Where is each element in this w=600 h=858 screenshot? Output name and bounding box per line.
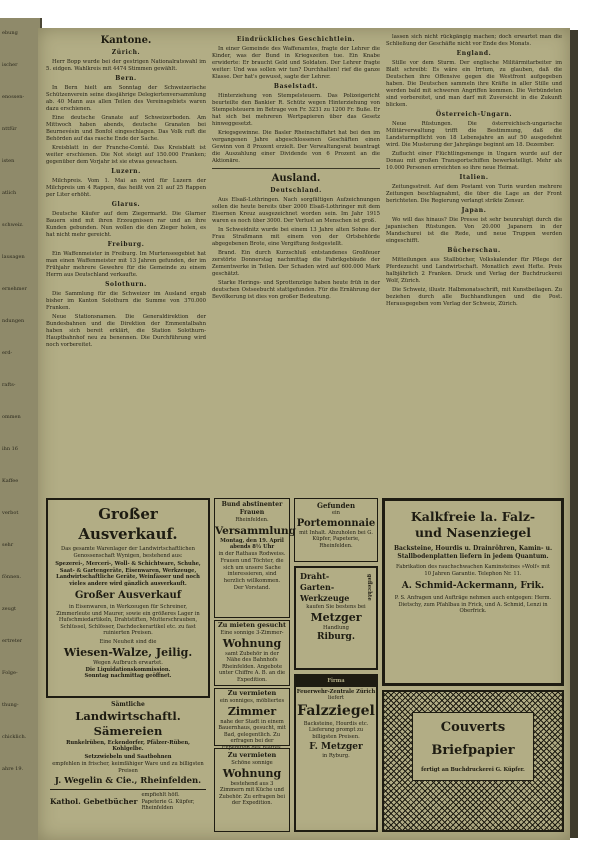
ad-kalkfreie-firm: A. Schmid-Ackermann, Frik.	[401, 581, 545, 591]
spine-fragment: rafts-	[2, 382, 16, 388]
subheading-buecherschau: Bücherschau.	[447, 247, 501, 254]
spine-fragment: atlich	[2, 190, 17, 196]
column-2	[212, 34, 380, 496]
spine-fragment: thung-	[2, 702, 19, 708]
ad-portemonnaie-sub: ein	[331, 510, 341, 516]
article-basel: Hinterziehung von Stempelsteuern. Das Polizeigericht beurteilte den Bankier R. Schütz wegen Hinterziehung von Stempelsteuern im Betrage von Fr. 3231 zu 1200 Fr. Buße. Er hat sich bei mehreren Wertpapieren über das Gesetz hinweggesetzt.	[212, 93, 380, 127]
ad-frauen-text: Frauen und Töchter, die sich um unsere Sache interessieren, sind herzlich willkommen.	[220, 558, 284, 584]
ad-draht-city: Riburg.	[317, 632, 355, 642]
spine-fragment: verbot	[2, 510, 19, 516]
spine-fragment: ertreter	[2, 638, 23, 644]
article-solothurn-2: Neue Stationsnamen. Die Generaldirektion der Bundesbahnen und die Direktion der Emmentalbahn haben sich bereit erklärt, die Station Solothurn-Hauptbahnhof neu zu benennen. Die Durchführung wird noch vorbereitet.	[46, 314, 206, 348]
ad-ausverkauf-title: Großer Ausverkauf.	[78, 505, 178, 543]
ad-gebetbuecher	[46, 792, 210, 812]
spine-fragment: erd-	[2, 350, 13, 356]
spine-fragment: Folge-	[2, 670, 18, 676]
article-freiburg: Ein Waffenmeister in Freiburg. Im Murtenseegebiet hat man einen Waffenmeister mit 13 Jahren gefunden, der im Frühjahr mehrere Gewehre für die Gemeinde zu einem Herrn aus Deutschland verkaufte.	[46, 251, 206, 278]
article-intro: In einer Gemeinde des Waffenamtes, fragte der Lehrer die Kinder, was der Bund in Kriegszeiten tue. Ein Knabe erwiderte: Er braucht Geld und Soldaten. Der Lehrer fragte weiter: Und was sollen wir tun? Durchhalten! rief die ganze Klasse. Der hat's gewusst, sagte der Lehrer.	[212, 46, 380, 80]
ad-ausverkauf-text3: in Eisenwaren, in Werkzeugen für Schreiner, Zimmerleute und Maurer, sowie ein größeres Lager in Hufschmiedartikeln, Drahtstiften, Mutterschrauben, Schlüssel, Schlösser, Dachdeckerartikel etc. zu fast ruinierten Preisen.	[56, 604, 200, 636]
spine-fragment: ischer	[2, 62, 18, 68]
ad-couverts	[382, 690, 564, 832]
article-bern-3: Kreisblatt in der Franche-Comté. Das Kreisblatt ist weiter erschienen. Die Not steigt auf 150.000 Franken; gegenüber dem Vorjahr ist sie etwas gewachsen.	[46, 145, 206, 165]
spine-fragment: ahre 19.	[2, 766, 24, 772]
ad-wohnung-vermieten	[214, 748, 290, 832]
article-deutschland-4: Starke Herings- und Sprottenzüge haben heute früh in der deutschen Ostseebucht stattgefunden. Für die Ernährung der Bevölkerung ist dies von großer Bedeutung.	[212, 280, 380, 300]
ad-saemereien-title: Landwirtschaftl. Sämereien	[75, 708, 181, 738]
column-3	[386, 34, 562, 496]
ad-ausverkauf-text2: Spezerei-, Merceri-, Woll- & Schichtware, Schuhe, Saat- & Gartengeräte, Eisenwaren, Werkzeuge, Landwirtschaftliche Geräte, Weinfässer und noch vieles andere wird gänzlich ausverkauft.	[55, 561, 201, 587]
article-buecherschau: Mitteilungen aus Stallbücher, Volkskalender für Pflege der Pferdezucht und Landwirtschaft. Monatlich zwei Hefte. Preis halbjährlich 2 Franken. Druck und Verlag der Buchdruckerei Wolf, Zürich.	[386, 257, 562, 284]
ad-draht-top	[296, 568, 376, 604]
ad-wohnung2-title: Wohnung	[222, 766, 282, 780]
subheading-zurich: Zürich.	[111, 49, 141, 56]
ad-wohnung1-title: Wohnung	[222, 636, 282, 650]
spine-fragment: zeugt	[2, 606, 17, 612]
ad-falzziegel-text: Backsteine, Hourdis etc. Lieferung prompt zu billigsten Preisen.	[303, 720, 369, 740]
ad-draht-title2: Garten-	[300, 582, 335, 592]
spine-fragment: schweiz.	[2, 222, 24, 228]
ad-zimmer-text: nahe der Stadt in einem Bauernhaus, gesucht, mit Bad, gelegentlich. Zu erfragen bei der Expedition des Blattes.	[218, 718, 286, 751]
ad-ausverkauf-title3: Wiesen-Walze, Jeilig.	[63, 646, 193, 659]
section-heading-ausland: Ausland.	[271, 173, 321, 184]
subheading-glarus: Glarus.	[111, 201, 141, 208]
ad-gebetbuecher-text: empfiehlt höfl. Papeterie G. Küpfer, Rheinfelden	[141, 792, 195, 811]
subheading-deutschland: Deutschland.	[270, 187, 322, 194]
divider	[50, 789, 206, 790]
ad-wohnung2-head: Zu vermieten	[227, 751, 277, 759]
article-buecherschau-2: Die Schweiz, illustr. Halbmonatsschrift, mit Kunstbeilagen. Zu beziehen durch alle Buchhandlungen und die Post. Herausgegeben vom Verlag der Schweiz, Zürich.	[386, 287, 562, 307]
article-basel-2: Kriegsgewinne. Die Basler Rheinschiffahrt hat bei den im vergangenen Jahre abgeschlossenen Geschäften einen Gewinn von 8 Prozent erzielt. Der Verwaltungsrat beantragt die Auszahlung einer Dividende von 6 Prozent an die Aktionäre.	[212, 130, 380, 164]
subheading-intro: Eindrückliches Geschichtlein.	[236, 36, 356, 43]
subheading-oesterreich: Österreich-Ungarn.	[435, 111, 513, 118]
spine-fragment: Kaffee	[2, 478, 19, 484]
article-oesterreich-2: Zuflucht einer Flüchtlingsmenge in Ungarn wurde auf der Donau mit großen Transportschiffen bewerkstelligt. Mehr als 10.000 Personen erreichten so ihre neue Heimat.	[386, 151, 562, 171]
ad-bund-abstinenter-frauen	[214, 498, 296, 618]
divider	[212, 168, 380, 169]
section-heading-kantone: Kantone.	[100, 35, 152, 46]
ad-frauen-place: in der Rathaus Rodweiss.	[218, 550, 286, 557]
subheading-bern: Bern.	[115, 75, 137, 82]
ad-draht-title1: Draht-	[300, 571, 330, 581]
ad-wohnung2-sub: Schöne sonnige	[231, 760, 273, 766]
article-bern: In Bern hielt am Sonntag der Schweizerische Schützenverein seine diesjährige Delegiertenversammlung ab. 40 Mann aus allen Teilen des Vereinsgebiets waren dazu erschienen.	[46, 85, 206, 112]
ad-portemonnaie-text: mit Inhalt. Abzuholen bei G. Küpfer, Papeterie, Rheinfelden.	[299, 529, 373, 549]
ad-couverts-text: fertigt an Buchdruckerei G. Küpfer.	[421, 767, 525, 773]
ad-draht-firm: Metzger	[310, 610, 362, 624]
ad-wohnung-gesucht	[214, 620, 290, 686]
spine-fragment: lausagen	[2, 254, 25, 260]
article-england: Stille vor dem Sturm. Der englische Militärmitarbeiter im Blatt schreibt: Es wäre ein Irrtum, zu glauben, daß die Deutschen ihre Offensive gegen die Westfront aufgegeben haben. Die Deutschen sammeln ihre Kräfte in aller Stille und werden bald mit schweren Angriffen kommen. Die Verbündeten sind vorbereitet, und man darf mit Zuversicht in die Zukunft blicken.	[386, 60, 562, 108]
ad-saemereien-text2: Setzzwiebeln und Saatbohnen	[84, 753, 172, 760]
article-zurich: Herr Bopp wurde bei der gestrigen Nationalratswahl im 5. eidgen. Wahlkreis mit 4474 Stimmen gewählt.	[46, 59, 206, 72]
subheading-japan: Japan.	[461, 207, 487, 214]
ad-ausverkauf-title2: Großer Ausverkauf	[74, 590, 182, 601]
article-italien: Zeitungsstreit. Auf dem Postamt von Turin wurden mehrere Zeitungen beschlagnahmt, die über die Lage an der Front berichteten. Die Regierung verlangt strikte Zensur.	[386, 184, 562, 204]
article-deutschland-2: In Schweidnitz wurde bei einem 13 Jahre alten Sohne der Frau Straßmann mit einem von der Ortsbehörde abgegebenen Brote, eine Vergiftung festgestellt.	[212, 227, 380, 247]
ad-portemonnaie-head: Gefunden	[316, 501, 356, 510]
spine-fragment: ihn 16	[2, 446, 18, 452]
ad-saemereien-firm: J. Wegelin & Cie., Rheinfelden.	[54, 776, 202, 786]
ad-drahtgeflechte	[294, 566, 378, 670]
subheading-luzern: Luzern.	[111, 168, 141, 175]
ad-falzziegel	[294, 674, 378, 832]
ad-draht-text: kaufen Sie bestens bei	[306, 604, 366, 610]
spine-fragment: chicklich.	[2, 734, 27, 740]
subheading-freiburg: Freiburg.	[107, 241, 145, 248]
ad-kalkfreie-text1: Backsteine, Hourdis u. Drainröhren, Kamin- u. Stallbodenplatten liefern in jedem Quantum.	[393, 545, 553, 560]
ad-ausverkauf-text6: Die Liquidationskommission.	[85, 666, 171, 673]
ad-falzziegel-title: Falzziegel	[297, 702, 375, 719]
ad-falzziegel-head: Firma	[296, 676, 376, 687]
ad-saemereien	[46, 702, 210, 832]
ad-draht-side: geflechte	[366, 574, 372, 601]
ad-grosser-ausverkauf	[46, 498, 210, 698]
ad-ausverkauf-text5: Wegen Aufbruch erwartet.	[93, 660, 163, 666]
ad-zimmer-sub: ein sonniges, möbliertes	[219, 698, 285, 704]
article-oesterreich: Neue Rüstungen. Die österreichisch-ungarische Militärverwaltung trifft die Bestimmung, daß die Landsturmpflicht von 18 Lebensjahre an auf 50 ausgedehnt wird. Die Musterung der Jahrgänge beginnt am 18. Dezember.	[386, 121, 562, 148]
ad-couverts-title: Couverts	[440, 720, 506, 735]
ad-kalkfreie-ziegel	[382, 498, 564, 686]
ad-wohnung1-sub: Eine sonnige 3-Zimmer-	[220, 630, 284, 636]
subheading-italien: Italien.	[459, 174, 489, 181]
spine-fragment: ndungen	[2, 318, 25, 324]
spine-fragment: ernehmer	[2, 286, 27, 292]
subheading-basel: Baselstadt.	[273, 83, 319, 90]
ad-couverts-panel	[412, 712, 534, 781]
spine-fragment: sehr	[2, 542, 14, 548]
ad-frauen-subtitle: Rheinfelden.	[235, 517, 269, 523]
newspaper-page	[38, 28, 570, 840]
book-edge	[570, 30, 578, 838]
article-bern-2: Eine deutsche Granate auf Schweizerboden. Am Mittwoch haben abends, deutsche Granaten bei Beurnevésin und Bonfol eingeschlagen. Das Volk ruft die Behörden auf das rasche Ende der Sache.	[46, 115, 206, 142]
ad-ausverkauf-text7: Sonntag nachmittag geöffnet.	[84, 673, 172, 679]
ad-frauen-date: Montag, den 19. April abends 8½ Uhr	[220, 537, 284, 550]
ad-wohnung1-text: samt Zubehör in der Nähe des Bahnhofs Rheinfelden. Angebote unter Chiffre A. B. an die Expedition.	[218, 650, 286, 683]
article-deutschland-3: Brand. Ein durch Kurzschluß entstandenes Großfeuer zerstörte Donnerstag nachmittag die Fabrikgebäude der Zementwerke in Teilen. Der Schaden wird auf 600.000 Mark geschätzt.	[212, 250, 380, 277]
article-glarus: Deutsche Käufer auf dem Ziegermarkt. Die Glarner Bauern sind mit ihren Erzeugnissen rar und an ihre Kunden gebunden. Nun wollen die den Zieger holen, es hat nicht mehr gereicht.	[46, 211, 206, 238]
ad-falzziegel-sub: Feuerwehr-Zentrale Zürich	[296, 688, 376, 695]
ad-gebetbuecher-title: Kathol. Gebetbücher	[50, 797, 138, 807]
ad-kalkfreie-title1: Kalkfreie la. Falz-	[410, 509, 536, 524]
subheading-solothurn: Solothurn.	[105, 281, 147, 288]
ad-saemereien-line1: Sämtliche	[111, 701, 145, 708]
previous-page-fragment	[2, 30, 36, 820]
ad-falzziegel-firm: F. Metzger	[309, 742, 363, 752]
ad-portemonnaie-title: Portemonnaie	[296, 517, 376, 529]
spine-fragment: ebung	[2, 30, 18, 36]
article-continuation: lassen sich nicht rückgängig machen; doch erwartet man die Schließung der Geschäfte nicht vor Ende des Monats.	[386, 34, 562, 47]
subheading-england: England.	[456, 50, 492, 57]
ad-kalkfreie-text3: P. S. Anfragen und Aufträge nehmen auch entgegen: Herm. Dietschy, zum Pfahlbau in Frick, und A. Schmid, Lenzi in Oberfrick.	[394, 595, 552, 614]
column-1	[46, 34, 206, 496]
article-solothurn: Die Sammlung für die Schweizer im Ausland ergab bisher im Kanton Solothurn die Summe von 370.000 Franken.	[46, 291, 206, 311]
ad-ausverkauf-text4: Eine Neuheit sind die	[99, 638, 157, 645]
ad-kalkfreie-title2: und Nasenziegel	[414, 525, 532, 540]
ad-couverts-title2: Briefpapier	[431, 743, 515, 758]
ad-draht-left	[300, 571, 349, 604]
ad-saemereien-text3: empfehlen in frischer, keimfähiger Ware und zu billigsten Preisen	[52, 761, 204, 774]
article-deutschland: Aus Elsaß-Lothringen. Nach sorgfältigen Aufzeichnungen sollen die heute bereits über 2000 Elsaß-Lothringer mit dem Eisernen Kreuz ausgezeichnet worden sein. Im Jahr 1915 waren es noch über 3000. Der Verlust an Menschen ist groß.	[212, 197, 380, 224]
spine-fragment: nttfür	[2, 126, 17, 132]
ad-draht-firm2: Handlung	[323, 624, 349, 631]
ad-frauen-title: Bund abstinenter Frauen	[221, 501, 283, 516]
ad-portemonnaie	[294, 498, 378, 562]
article-luzern: Milchpreis. Vom 1. Mai an wird für Luzern der Milchpreis um 4 Rappen, das heißt von 21 auf 25 Rappen per Liter erhöht.	[46, 178, 206, 198]
ad-ausverkauf-text1: Das gesamte Warenlager der Landwirtschaftlichen Genossenschaft Wynigen, bestehend aus:	[61, 546, 195, 559]
article-japan: Wo will das hinaus? Die Presse ist sehr beunruhigt durch die japanischen Rüstungen. Von 20.000 Japanern in der Mandschurei ist die Rede, und neue Truppen werden eingeschifft.	[386, 217, 562, 244]
ad-wohnung1-head: Zu mieten gesucht	[217, 621, 287, 629]
ad-zimmer-head: Zu vermieten	[227, 689, 277, 697]
ad-kalkfreie-text2: Fabrikation des rauchschwachen Kaminsteines »Wolf« mit 10 Jahren Garantie. Telephon Nr. 11.	[396, 564, 550, 577]
ad-draht-title3: Werkzeuge	[300, 593, 350, 603]
spine-fragment: ommen	[2, 414, 21, 420]
ad-saemereien-text1: Runkelrüben, Eckendorfer, Pfälzer-Rüben, Kohlgelbe.	[66, 739, 190, 752]
spine-fragment: enossen-	[2, 94, 25, 100]
ad-falzziegel-liefert: liefert	[328, 695, 344, 701]
ad-wohnung2-text: bestehend aus 3 Zimmern mit Küche und Zubehör. Zu erfragen bei der Expedition.	[218, 780, 286, 806]
spine-fragment: fönnen.	[2, 574, 22, 580]
spine-fragment: isten	[2, 158, 15, 164]
ad-zimmer-title: Zimmer	[227, 704, 277, 718]
ad-frauen-title2: Versammlung	[215, 524, 296, 537]
ad-zimmer	[214, 688, 290, 751]
ad-falzziegel-city: in Ryburg.	[322, 753, 350, 759]
ad-frauen-vorstand: Der Vorstand.	[233, 585, 271, 591]
